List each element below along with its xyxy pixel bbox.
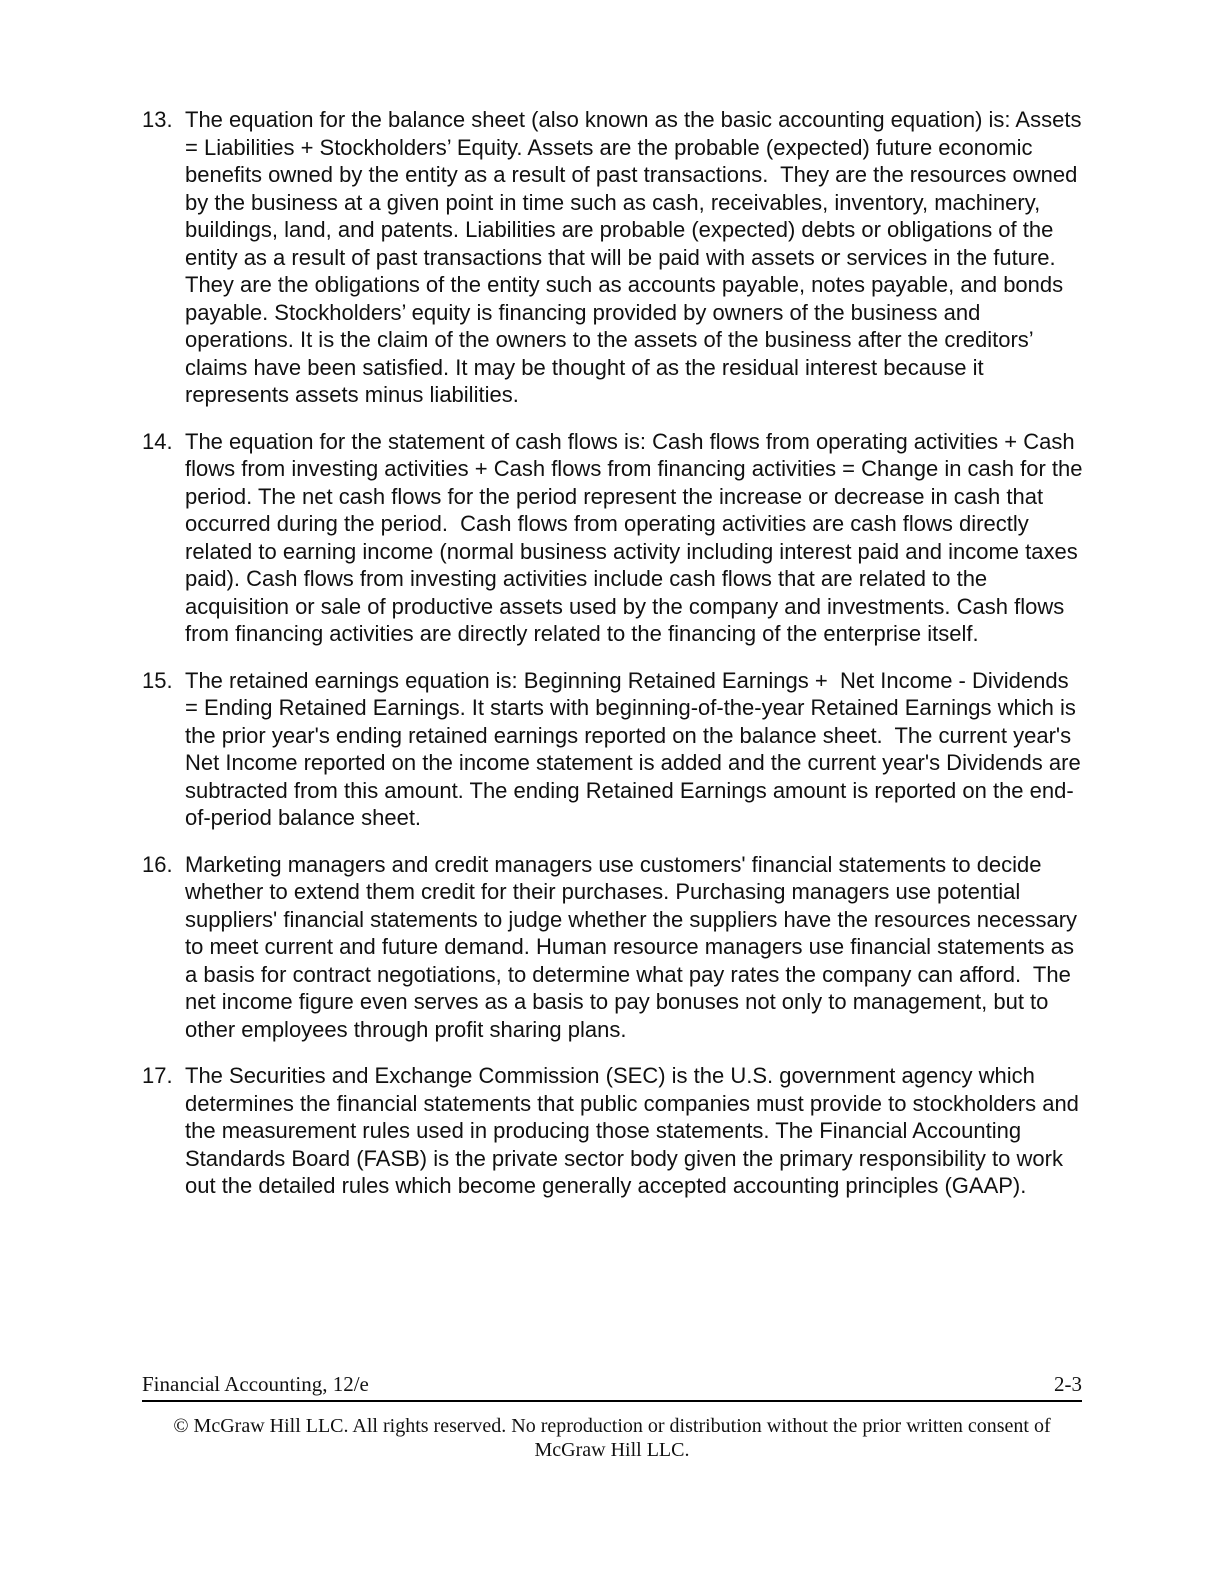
item-text: Marketing managers and credit managers use customers' financial statements to decide whether to extend them credit for their purchases. Purchasing managers use potential suppliers' financial statements to judge whether the suppliers have the resources necessary to meet current and future demand. Human resource managers use financial statements as a basis for contract negotiations, to determine what pay rates the company can afford. The net income figure even serves as a basis to pay bonuses not only to management, but to other employees through profit sharing plans. [185, 851, 1084, 1042]
copyright-line-1: © McGraw Hill LLC. All rights reserved. No reproduction or distribution without the prior written consent of [173, 1415, 1051, 1437]
list-item [142, 667, 1085, 832]
item-number: 15. [142, 667, 173, 693]
item-number: 17. [142, 1063, 173, 1088]
answers-list [142, 106, 1089, 1219]
footer-rule-row [142, 1372, 1082, 1402]
item-number: 14. [142, 428, 173, 454]
footer-page-number: 2-3 [1054, 1372, 1082, 1396]
copyright-notice [142, 1414, 1082, 1462]
item-text: The retained earnings equation is: Beginning Retained Earnings + Net Income - Dividends = Ending Retained Earnings. It starts with beginning-of-the-year Retained Earnings which is the prior year's ending retained earnings reported on the balance sheet. The current year's Net Income reported on the income statement is added and the current year's Dividends are subtracted from this amount. The ending Retained Earnings amount is reported on the end-of-period balance sheet. [185, 667, 1087, 830]
footer-book-title: Financial Accounting, 12/e [142, 1372, 369, 1396]
item-number: 13. [142, 107, 173, 132]
copyright-line-2: McGraw Hill LLC. [534, 1439, 690, 1461]
list-item [142, 428, 1089, 648]
item-text: The Securities and Exchange Commission (SEC) is the U.S. government agency which determines the financial statements that public companies must provide to stockholders and the measurement rules used in producing those statements. The Financial Accounting Standards Board (FASB) is the private sector body given the primary responsibility to work out the detailed rules which become generally accepted accounting principles (GAAP). [185, 1063, 1086, 1198]
list-item [142, 106, 1088, 409]
list-item [142, 1062, 1085, 1200]
list-item [142, 851, 1085, 1044]
item-text: The equation for the statement of cash flows is: Cash flows from operating activities + Cash flows from investing activities + Cash flows from financing activities = Change in cash for the period. The net cash flows for the period represent the increase or decrease in cash that occurred during the period. Cash flows from operating activities are cash flows directly related to earning income (normal business activity including interest paid and income taxes paid). Cash flows from investing activities include cash flows that are related to the acquisition or sale of productive assets used by the company and investments. Cash flows from financing activities are directly related to the financing of the enterprise itself. [185, 428, 1089, 646]
item-text: The equation for the balance sheet (also known as the basic accounting equation) is: Assets = Liabilities + Stockholders’ Equity. Assets are the probable (expected) future economic benefits owned by the entity as a result of past transactions. They are the resources owned by the business at a given point in time such as cash, receivables, inventory, machinery, buildings, land, and patents. Liabilities are probable (expected) debts or obligations of the entity as a result of past transactions that will be paid with assets or services in the future. They are the obligations of the entity such as accounts payable, notes payable, and bonds payable. Stockholders’ equity is financing provided by owners of the business and operations. It is the claim of the owners to the assets of the business after the creditors’ claims have been satisfied. It may be thought of as the residual interest because it represents assets minus liabilities. [185, 107, 1088, 407]
item-number: 16. [142, 851, 173, 877]
page-footer [142, 1372, 1082, 1462]
